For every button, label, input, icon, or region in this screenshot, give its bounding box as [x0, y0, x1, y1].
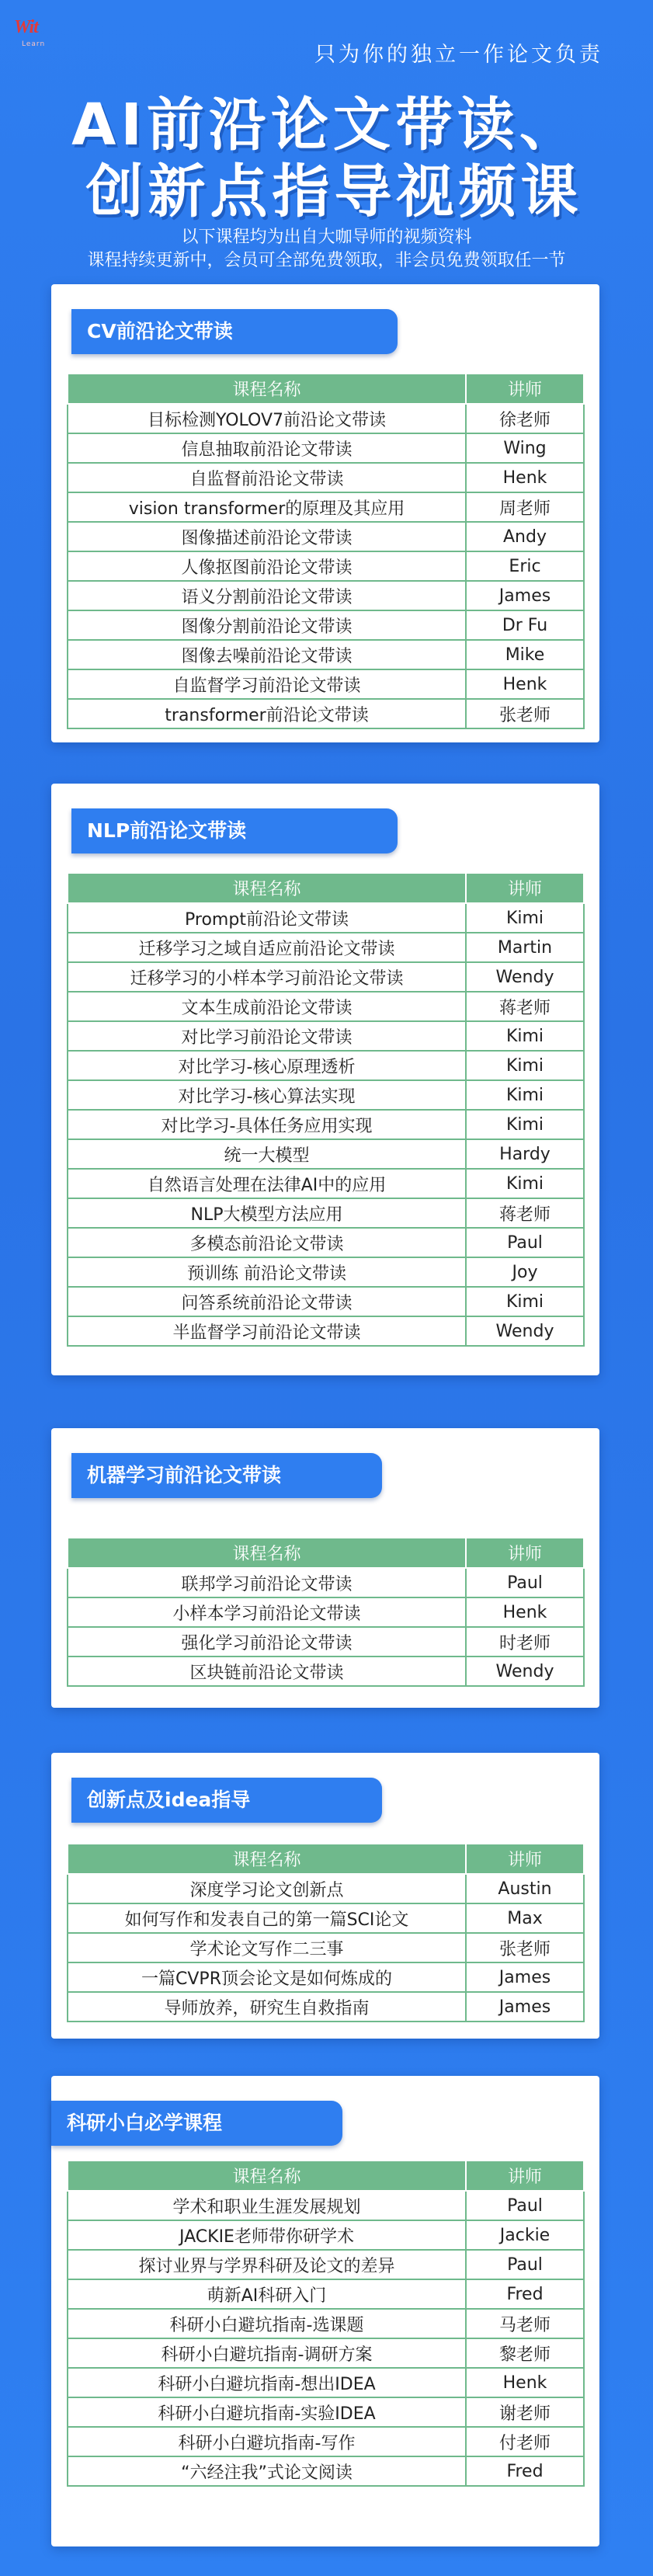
course-name-cell: 自监督学习前沿论文带读 — [68, 669, 466, 699]
course-name-cell: 科研小白避坑指南-想出IDEA — [68, 2368, 466, 2397]
course-name-cell: 语义分割前沿论文带读 — [68, 581, 466, 610]
teacher-cell: Wing — [466, 433, 584, 463]
table-row — [68, 640, 584, 669]
course-name-cell: 问答系统前沿论文带读 — [68, 1287, 466, 1316]
course-table — [67, 1537, 585, 1687]
table-row — [68, 433, 584, 463]
teacher-column-header: 讲师 — [466, 1844, 584, 1874]
course-column-header: 课程名称 — [68, 1538, 466, 1568]
table-row — [68, 2397, 584, 2427]
table-row — [68, 1169, 584, 1198]
table-row — [68, 1257, 584, 1287]
table-row — [68, 992, 584, 1021]
course-name-cell: 如何写作和发表自己的第一篇SCI论文 — [68, 1903, 466, 1933]
teacher-cell: Kimi — [466, 1080, 584, 1110]
table-row — [68, 1316, 584, 1346]
table-row — [68, 933, 584, 962]
course-table — [67, 1843, 585, 2022]
table-row — [68, 1228, 584, 1257]
table-row — [68, 1287, 584, 1316]
course-name-cell: 统一大模型 — [68, 1139, 466, 1169]
logo-text: Wit — [14, 17, 38, 37]
teacher-cell: James — [466, 581, 584, 610]
teacher-cell: Wendy — [466, 1656, 584, 1686]
teacher-cell: Paul — [466, 2191, 584, 2220]
section-title: NLP前沿论文带读 — [71, 808, 398, 853]
table-row — [68, 903, 584, 933]
table-row — [68, 1874, 584, 1903]
table-row — [68, 1080, 584, 1110]
table-row — [68, 1110, 584, 1139]
table-row — [68, 2368, 584, 2397]
table-row — [68, 2250, 584, 2279]
teacher-cell: 谢老师 — [466, 2397, 584, 2427]
table-row — [68, 1656, 584, 1686]
teacher-cell: Martin — [466, 933, 584, 962]
logo-subtext: Learn — [22, 40, 46, 48]
section-title: 机器学习前沿论文带读 — [71, 1453, 382, 1498]
section-card — [51, 284, 599, 742]
course-column-header: 课程名称 — [68, 1844, 466, 1874]
course-table — [67, 872, 585, 1347]
teacher-column-header: 讲师 — [466, 873, 584, 903]
table-header-row — [68, 2161, 584, 2191]
teacher-column-header: 讲师 — [466, 374, 584, 404]
course-name-cell: 探讨业界与学界科研及论文的差异 — [68, 2250, 466, 2279]
section-card — [51, 1753, 599, 2039]
teacher-cell: Kimi — [466, 1287, 584, 1316]
course-name-cell: 迁移学习的小样本学习前沿论文带读 — [68, 962, 466, 992]
section-title: CV前沿论文带读 — [71, 309, 398, 354]
course-name-cell: 对比学习-核心算法实现 — [68, 1080, 466, 1110]
teacher-cell: Kimi — [466, 1051, 584, 1080]
table-row — [68, 1051, 584, 1080]
course-name-cell: 学术论文写作二三事 — [68, 1933, 466, 1962]
teacher-column-header: 讲师 — [466, 2161, 584, 2191]
course-name-cell: 萌新AI科研入门 — [68, 2279, 466, 2309]
course-name-cell: 科研小白避坑指南-调研方案 — [68, 2338, 466, 2368]
teacher-cell: Wendy — [466, 1316, 584, 1346]
teacher-cell: Henk — [466, 463, 584, 492]
table-header-row — [68, 1844, 584, 1874]
course-name-cell: 信息抽取前沿论文带读 — [68, 433, 466, 463]
teacher-cell: James — [466, 1962, 584, 1992]
table-row — [68, 962, 584, 992]
table-header-row — [68, 873, 584, 903]
section-title: 科研小白必学课程 — [51, 2101, 342, 2146]
teacher-cell: 黎老师 — [466, 2338, 584, 2368]
course-name-cell: 迁移学习之域自适应前沿论文带读 — [68, 933, 466, 962]
teacher-cell: 付老师 — [466, 2427, 584, 2456]
course-name-cell: transformer前沿论文带读 — [68, 699, 466, 728]
teacher-cell: Kimi — [466, 1021, 584, 1051]
course-name-cell: Prompt前沿论文带读 — [68, 903, 466, 933]
course-name-cell: 一篇CVPR顶会论文是如何炼成的 — [68, 1962, 466, 1992]
table-row — [68, 1903, 584, 1933]
teacher-cell: Fred — [466, 2456, 584, 2486]
teacher-cell: 徐老师 — [466, 404, 584, 433]
course-name-cell: 区块链前沿论文带读 — [68, 1656, 466, 1686]
course-name-cell: “六经注我”式论文阅读 — [68, 2456, 466, 2486]
teacher-cell: Max — [466, 1903, 584, 1933]
table-row — [68, 1139, 584, 1169]
teacher-cell: Joy — [466, 1257, 584, 1287]
table-row — [68, 1198, 584, 1228]
table-row — [68, 2456, 584, 2486]
teacher-cell: Wendy — [466, 962, 584, 992]
table-row — [68, 2220, 584, 2250]
course-name-cell: 多模态前沿论文带读 — [68, 1228, 466, 1257]
table-row — [68, 522, 584, 551]
course-name-cell: 图像去噪前沿论文带读 — [68, 640, 466, 669]
course-name-cell: 学术和职业生涯发展规划 — [68, 2191, 466, 2220]
table-row — [68, 2427, 584, 2456]
table-row — [68, 581, 584, 610]
teacher-cell: 时老师 — [466, 1627, 584, 1656]
teacher-cell: 张老师 — [466, 699, 584, 728]
course-name-cell: 图像描述前沿论文带读 — [68, 522, 466, 551]
course-name-cell: 目标检测YOLOV7前沿论文带读 — [68, 404, 466, 433]
teacher-cell: Eric — [466, 551, 584, 581]
course-name-cell: 对比学习-核心原理透析 — [68, 1051, 466, 1080]
teacher-cell: James — [466, 1992, 584, 2022]
course-table — [67, 373, 585, 729]
course-column-header: 课程名称 — [68, 374, 466, 404]
table-row — [68, 699, 584, 728]
teacher-cell: Jackie — [466, 2220, 584, 2250]
course-table — [67, 2160, 585, 2487]
teacher-cell: Dr Fu — [466, 610, 584, 640]
teacher-cell: Austin — [466, 1874, 584, 1903]
table-row — [68, 2279, 584, 2309]
section-card — [51, 784, 599, 1375]
teacher-cell: Paul — [466, 1228, 584, 1257]
teacher-cell: Fred — [466, 2279, 584, 2309]
course-name-cell: 小样本学习前沿论文带读 — [68, 1597, 466, 1627]
course-name-cell: 半监督学习前沿论文带读 — [68, 1316, 466, 1346]
teacher-cell: Hardy — [466, 1139, 584, 1169]
table-row — [68, 1568, 584, 1597]
course-name-cell: 强化学习前沿论文带读 — [68, 1627, 466, 1656]
course-name-cell: 对比学习-具体任务应用实现 — [68, 1110, 466, 1139]
course-name-cell: 科研小白避坑指南-写作 — [68, 2427, 466, 2456]
table-row — [68, 492, 584, 522]
course-column-header: 课程名称 — [68, 2161, 466, 2191]
page-title-line-2: 创新点指导视频课 — [85, 158, 583, 225]
teacher-cell: Andy — [466, 522, 584, 551]
table-row — [68, 404, 584, 433]
teacher-cell: 张老师 — [466, 1933, 584, 1962]
teacher-cell: 蒋老师 — [466, 1198, 584, 1228]
course-column-header: 课程名称 — [68, 873, 466, 903]
course-name-cell: 自监督前沿论文带读 — [68, 463, 466, 492]
intro-text-1: 以下课程均为出自大咖导师的视频资料 — [181, 228, 472, 247]
table-row — [68, 2191, 584, 2220]
teacher-cell: 周老师 — [466, 492, 584, 522]
teacher-cell: Henk — [466, 669, 584, 699]
table-row — [68, 1597, 584, 1627]
page-title-line-1: AI前沿论文带读、 — [71, 92, 582, 158]
table-row — [68, 610, 584, 640]
table-row — [68, 1992, 584, 2022]
section-card — [51, 2076, 599, 2546]
teacher-cell: Henk — [466, 1597, 584, 1627]
course-name-cell: NLP大模型方法应用 — [68, 1198, 466, 1228]
section-card — [51, 1428, 599, 1708]
teacher-cell: Henk — [466, 2368, 584, 2397]
course-name-cell: 导师放养，研究生自救指南 — [68, 1992, 466, 2022]
teacher-column-header: 讲师 — [466, 1538, 584, 1568]
table-row — [68, 463, 584, 492]
teacher-cell: 蒋老师 — [466, 992, 584, 1021]
section-title: 创新点及idea指导 — [71, 1778, 382, 1823]
course-name-cell: JACKIE老师带你研学术 — [68, 2220, 466, 2250]
course-name-cell: 联邦学习前沿论文带读 — [68, 1568, 466, 1597]
teacher-cell: Paul — [466, 2250, 584, 2279]
brand-logo — [14, 14, 85, 51]
table-header-row — [68, 1538, 584, 1568]
course-name-cell: 自然语言处理在法律AI中的应用 — [68, 1169, 466, 1198]
teacher-cell: Kimi — [466, 903, 584, 933]
teacher-cell: 马老师 — [466, 2309, 584, 2338]
table-row — [68, 669, 584, 699]
slogan: 只为你的独立一作论文负责 — [314, 43, 603, 67]
teacher-cell: Paul — [466, 1568, 584, 1597]
course-name-cell: 预训练 前沿论文带读 — [68, 1257, 466, 1287]
course-name-cell: 深度学习论文创新点 — [68, 1874, 466, 1903]
intro-text-2: 课程持续更新中，会员可全部免费领取，非会员免费领取任一节 — [87, 251, 566, 270]
table-row — [68, 1021, 584, 1051]
teacher-cell: Mike — [466, 640, 584, 669]
table-row — [68, 1933, 584, 1962]
course-name-cell: vision transformer的原理及其应用 — [68, 492, 466, 522]
table-row — [68, 551, 584, 581]
table-header-row — [68, 374, 584, 404]
course-name-cell: 文本生成前沿论文带读 — [68, 992, 466, 1021]
table-row — [68, 2338, 584, 2368]
course-name-cell: 图像分割前沿论文带读 — [68, 610, 466, 640]
course-name-cell: 人像抠图前沿论文带读 — [68, 551, 466, 581]
teacher-cell: Kimi — [466, 1110, 584, 1139]
table-row — [68, 2309, 584, 2338]
teacher-cell: Kimi — [466, 1169, 584, 1198]
table-row — [68, 1627, 584, 1656]
table-row — [68, 1962, 584, 1992]
course-name-cell: 科研小白避坑指南-选课题 — [68, 2309, 466, 2338]
course-name-cell: 对比学习前沿论文带读 — [68, 1021, 466, 1051]
course-name-cell: 科研小白避坑指南-实验IDEA — [68, 2397, 466, 2427]
